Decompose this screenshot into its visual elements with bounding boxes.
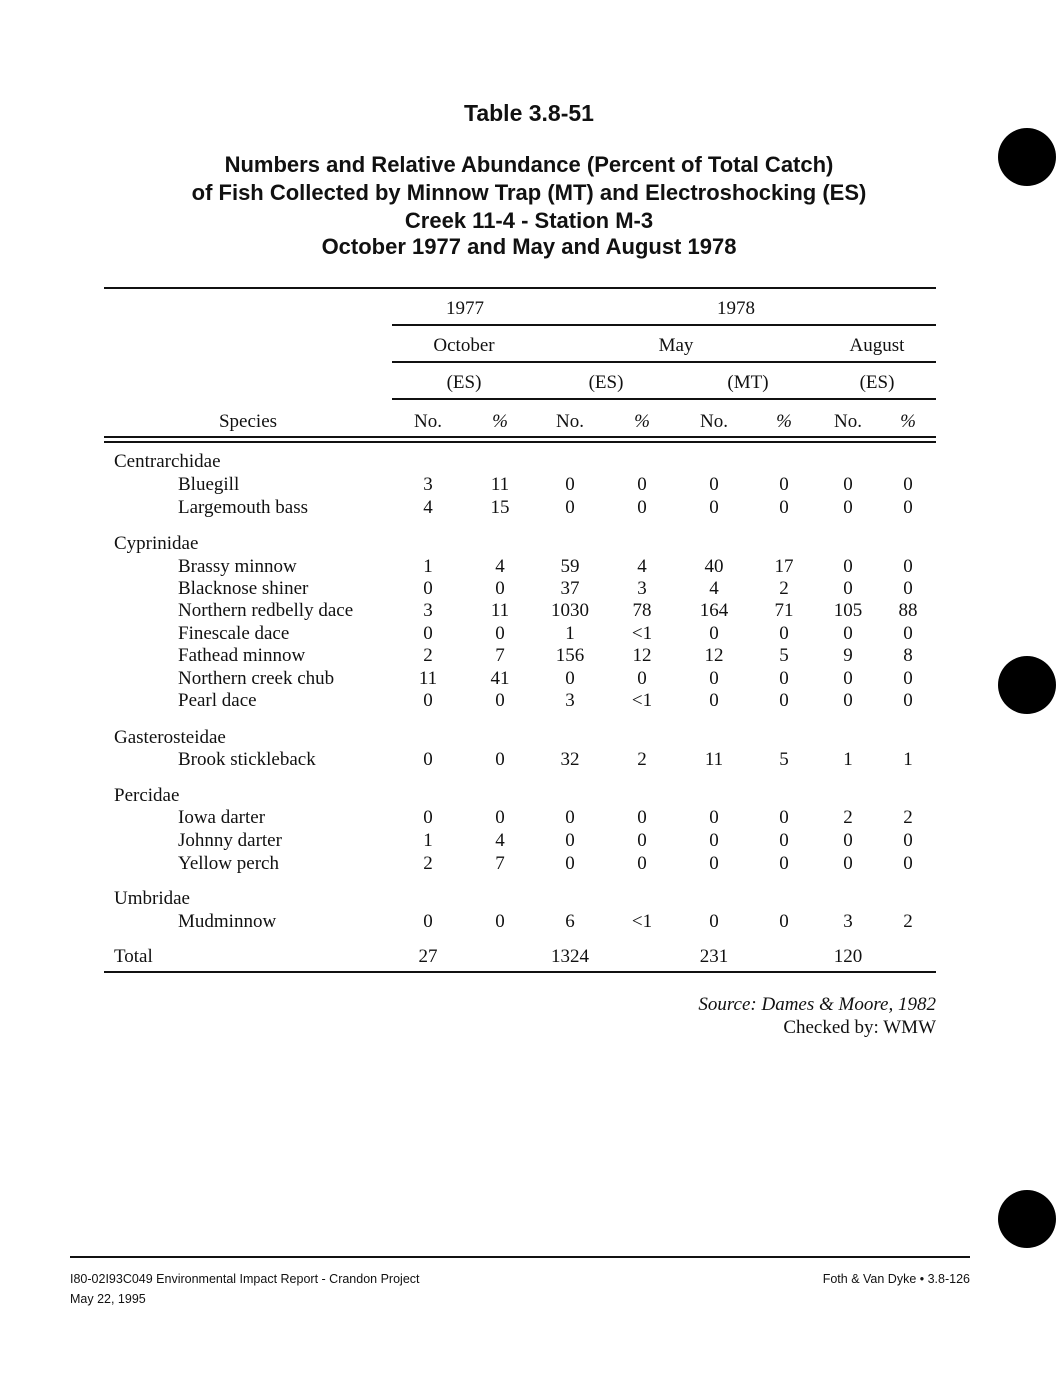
table-cell: 2 [903,911,913,932]
table-bottom-rule [104,971,936,973]
table-cell: 7 [495,853,505,874]
table-cell: 0 [843,556,853,577]
table-cell: 17 [774,556,794,577]
table-cell: 78 [632,600,652,621]
table-cell: 4 [637,556,647,577]
table-cell: 0 [843,497,853,518]
table-cell: 0 [637,807,647,828]
method-1: (ES) [588,372,624,393]
footer-doc-id: I80-02I93C049 Environmental Impact Report - Crandon Project [70,1272,420,1286]
table-cell: 164 [699,600,729,621]
species-name: Brassy minnow [178,556,297,577]
no-header: No. [700,411,728,432]
table-cell: 0 [709,911,719,932]
table-title-line-2: of Fish Collected by Minnow Trap (MT) and Electroshocking (ES) [191,180,867,205]
table-cell: 40 [704,556,724,577]
table-cell: 0 [779,623,789,644]
table-number: Table 3.8-51 [464,100,594,126]
source-note: Source: Dames & Moore, 1982 [698,994,936,1015]
table-cell: 0 [903,497,913,518]
table-cell: 6 [565,911,575,932]
family-name: Cyprinidae [114,533,199,554]
table-cell: 0 [423,578,433,599]
table-cell: 37 [560,578,580,599]
percent-header: % [776,411,792,432]
table-cell: 0 [903,690,913,711]
table-title-line-3: Creek 11-4 - Station M-3 [404,208,654,233]
table-cell: 12 [704,645,724,666]
no-header: No. [414,411,442,432]
table-cell: 2 [903,807,913,828]
table-cell: 0 [709,497,719,518]
table-cell: 0 [709,807,719,828]
table-cell: 0 [495,690,505,711]
table-cell: 0 [779,807,789,828]
table-cell: <1 [631,623,653,644]
species-name: Iowa darter [178,807,266,828]
table-cell: 0 [709,830,719,851]
table-cell: 0 [423,749,433,770]
table-cell: <1 [631,690,653,711]
method-0: (ES) [446,372,482,393]
species-name: Johnny darter [178,830,282,851]
table-cell: 0 [565,853,575,874]
table-cell: 0 [903,830,913,851]
species-name: Northern creek chub [178,668,335,689]
species-name: Blacknose shiner [178,578,309,599]
table-cell: 0 [637,853,647,874]
table-cell: 0 [565,474,575,495]
species-name: Brook stickleback [178,749,316,770]
family-name: Gasterosteidae [114,727,226,748]
table-cell: 0 [423,807,433,828]
month-october: October [433,335,495,356]
table-cell: 2 [423,645,433,666]
family-name: Percidae [114,785,180,806]
family-name: Centrarchidae [114,451,221,472]
table-cell: <1 [631,911,653,932]
table-cell: 0 [565,807,575,828]
table-cell: 0 [637,497,647,518]
table-cell: 0 [779,690,789,711]
table-cell: 32 [560,749,580,770]
table-cell: 59 [560,556,580,577]
footer-rule [70,1256,970,1258]
table-cell: 1030 [551,600,589,621]
table-cell: 11 [418,668,438,689]
table-cell: 2 [779,578,789,599]
table-cell: 0 [709,668,719,689]
table-cell: 0 [495,749,505,770]
species-name: Bluegill [178,474,240,495]
method-rule [392,398,936,400]
table-cell: 0 [843,668,853,689]
table-cell: 0 [495,578,505,599]
table-cell: 0 [495,623,505,644]
table-cell: 1 [903,749,913,770]
table-cell: 2 [423,853,433,874]
species-header: Species [218,411,278,432]
table-cell: 0 [495,911,505,932]
table-cell: 0 [495,807,505,828]
species-name: Northern redbelly dace [178,600,354,621]
year-rule [392,324,936,326]
species-name: Mudminnow [178,911,277,932]
table-cell: 4 [709,578,719,599]
table-cell: 0 [709,623,719,644]
table-cell: 0 [843,623,853,644]
family-name: Umbridae [114,888,190,909]
table-cell: 156 [555,645,585,666]
table-cell: 0 [843,853,853,874]
table-cell: 2 [637,749,647,770]
table-cell: 0 [779,911,789,932]
table-cell: 0 [565,668,575,689]
table-cell: 1 [843,749,853,770]
table-cell: 71 [774,600,794,621]
table-cell: 5 [779,749,789,770]
total-cell: 120 [833,946,863,967]
month-rule [392,361,936,363]
header-double-rule-b [104,441,936,443]
percent-header: % [900,411,916,432]
table-cell: 0 [779,830,789,851]
table-cell: 0 [843,578,853,599]
table-cell: 1 [423,830,433,851]
month-may: May [658,335,694,356]
table-cell: 3 [637,578,647,599]
table-cell: 3 [423,600,433,621]
species-name: Largemouth bass [178,497,308,518]
table-cell: 0 [779,474,789,495]
table-cell: 3 [565,690,575,711]
header-double-rule-a [104,436,936,438]
table-top-rule [104,287,936,289]
table-cell: 4 [423,497,433,518]
table-cell: 11 [490,474,510,495]
table-cell: 1 [565,623,575,644]
table-cell: 12 [632,645,652,666]
species-name: Pearl dace [178,690,257,711]
table-cell: 0 [903,623,913,644]
table-cell: 1 [423,556,433,577]
month-august: August [849,335,905,356]
table-cell: 3 [423,474,433,495]
no-header: No. [834,411,862,432]
table-cell: 0 [637,474,647,495]
table-cell: 0 [779,853,789,874]
table-cell: 105 [833,600,863,621]
table-cell: 8 [903,645,913,666]
table-cell: 0 [565,497,575,518]
table-cell: 3 [843,911,853,932]
table-cell: 0 [843,830,853,851]
table-cell: 0 [779,497,789,518]
table-cell: 4 [495,556,505,577]
table-cell: 0 [903,853,913,874]
table-cell: 15 [490,497,510,518]
percent-header: % [492,411,508,432]
footer-page-ref: Foth & Van Dyke • 3.8-126 [822,1272,970,1286]
year-1978: 1978 [717,298,755,319]
table-cell: 0 [903,668,913,689]
table-cell: 0 [903,556,913,577]
species-name: Yellow perch [178,853,279,874]
table-cell: 0 [423,623,433,644]
method-3: (ES) [859,372,895,393]
table-cell: 0 [709,474,719,495]
checked-by-note: Checked by: WMW [783,1017,936,1038]
table-cell: 0 [779,668,789,689]
table-cell: 0 [709,690,719,711]
total-label: Total [114,946,153,967]
table-cell: 0 [637,830,647,851]
table-cell: 11 [704,749,724,770]
table-cell: 0 [843,474,853,495]
table-cell: 0 [903,474,913,495]
method-2: (MT) [727,372,769,393]
table-cell: 0 [423,911,433,932]
table-cell: 0 [843,690,853,711]
table-cell: 0 [637,668,647,689]
table-cell: 0 [423,690,433,711]
table-cell: 41 [490,668,510,689]
species-name: Finescale dace [178,623,290,644]
table-cell: 5 [779,645,789,666]
table-cell: 9 [843,645,853,666]
total-cell: 231 [699,946,729,967]
punch-hole-middle [998,656,1056,714]
table-cell: 88 [898,600,918,621]
year-1977: 1977 [446,298,484,319]
table-cell: 7 [495,645,505,666]
total-cell: 1324 [551,946,589,967]
table-cell: 2 [843,807,853,828]
punch-hole-bottom [998,1190,1056,1248]
no-header: No. [556,411,584,432]
table-cell: 0 [565,830,575,851]
table-cell: 0 [709,853,719,874]
table-title-line-1: Numbers and Relative Abundance (Percent of Total Catch) [224,152,834,177]
percent-header: % [634,411,650,432]
footer-date: May 22, 1995 [70,1292,146,1306]
total-cell: 27 [418,946,438,967]
table-cell: 0 [903,578,913,599]
table-title-line-4: October 1977 and May and August 1978 [321,234,737,259]
table-cell: 11 [490,600,510,621]
species-name: Fathead minnow [178,645,306,666]
table-cell: 4 [495,830,505,851]
